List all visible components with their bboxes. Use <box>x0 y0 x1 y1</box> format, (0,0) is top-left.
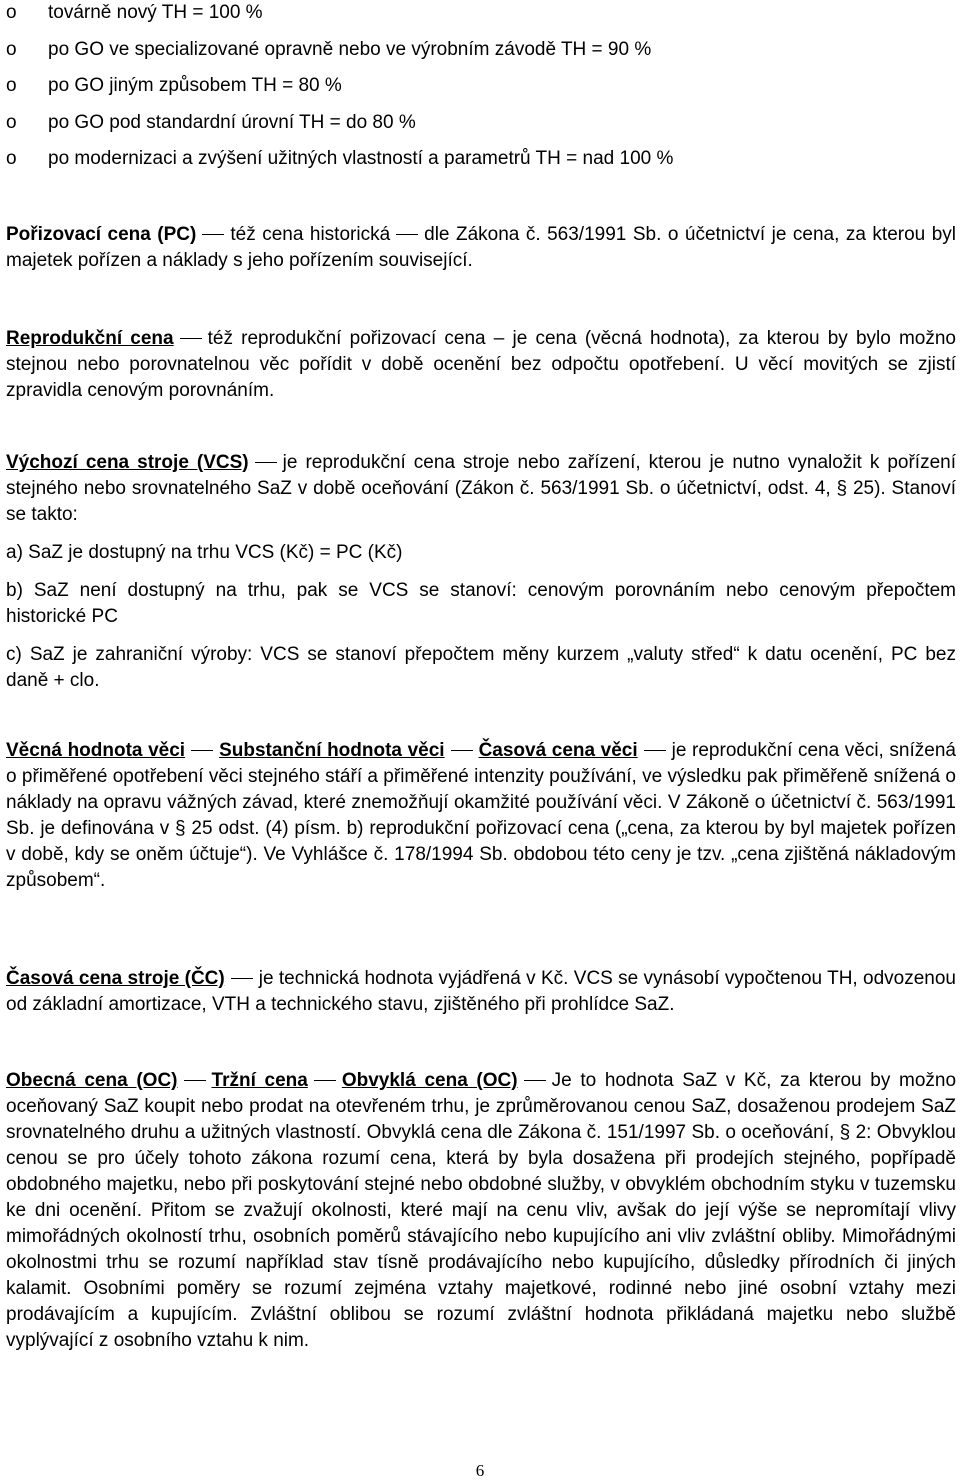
list-item-text: továrně nový TH = 100 % <box>48 2 263 23</box>
vh-term-3: Časová cena věci <box>478 740 638 761</box>
list-item-text: po modernizaci a zvýšení užitných vlastností a parametrů TH = nad 100 % <box>48 148 674 169</box>
list-item-text: po GO ve specializované opravně nebo ve výrobním závodě TH = 90 % <box>48 38 652 60</box>
vh-paragraph <box>6 738 956 894</box>
cc-text: je technická hodnota vyjádřená v Kč. VCS se vynásobí vypočtenou TH, odvozenou od základní amortizace, VTH a technického stavu, zjištěného při prohlídce SaZ. <box>6 968 957 1015</box>
em-dash <box>231 978 253 979</box>
rc-term: Reprodukční cena <box>6 328 174 349</box>
em-dash <box>314 1080 336 1081</box>
pc-text-2: dle Zákona č. 563/1991 Sb. o účetnictví je cena, za kterou byl majetek pořízen a náklady s jeho pořízením související. <box>6 224 956 271</box>
pc-text-1: též cena historická <box>230 224 391 245</box>
em-dash <box>255 462 277 463</box>
em-dash <box>396 234 418 235</box>
vcs-option-b: b) SaZ není dostupný na trhu, pak se VCS se stanoví: cenovým porovnáním nebo cenovým přepočtem historické PC <box>6 580 956 627</box>
em-dash <box>191 750 213 751</box>
list-item-text: po GO pod standardní úrovní TH = do 80 % <box>48 111 416 133</box>
rc-text: též reprodukční pořizovací cena – je cena (věcná hodnota), za kterou by bylo možno stejnou nebo porovnatelnou věc pořídit v době ocenění bez odpočtu opotřebení. U věcí movitých se zjistí zpravidla cenovým porovnáním. <box>6 328 956 401</box>
bullet-marker: o <box>6 148 17 169</box>
oc-text: Je to hodnota SaZ v Kč, za kterou by možno oceňovaný SaZ koupit nebo prodat na otevřeném trhu, je zprůměrovanou cenou SaZ, dosaženou prodejem SaZ srovnatelného druhu a užitných vlastností. Obvyklá cena dle Zákona č. 151/1997 Sb. o oceňování, § 2: Obvyklou cenou se pro účely tohoto zákona rozumí cena, která by byla dosažena při prodejích stejného, popřípadě obdobného majetku, nebo při poskytování stejné nebo obdobné služby, v obvyklém obchodním styku v tuzemsku ke dni ocenění. Přitom se zvažují okolnosti, které mají na cenu vliv, avšak do její výše se nepromítají vlivy mimořádných okolností trhu, osobních poměrů stávajícího nebo kupujícího ani vliv zvláštní obliby. Mimořádnými okolnostmi trhu se rozumí například stav tísně prodávajícího nebo kupujícího, důsledky přírodních či jiných kalamit. Osobními poměry se rozumí zejména vztahy majetkové, rodinné nebo jiné osobní vztahy mezi prodávajícím a kupujícím. Zvláštní oblibou se rozumí zvláštní hodnota přikládaná majetku nebo službě vyplývající z osobního vztahu k nim. <box>6 1070 957 1351</box>
vcs-text: je reprodukční cena stroje nebo zařízení, kterou je nutno vynaložit k pořízení stejného nebo srovnatelného SaZ v době oceňování (Zákon č. 563/1991 Sb. o účetnictví, odst. 4, § 25). Stanoví se takto: <box>6 452 957 525</box>
bullet-marker: o <box>6 111 17 133</box>
oc-term-2: Tržní cena <box>211 1070 308 1091</box>
em-dash <box>202 234 224 235</box>
vh-term-1: Věcná hodnota věci <box>6 740 186 761</box>
pc-term: Pořizovací cena (PC) <box>6 224 197 245</box>
rc-paragraph <box>6 326 956 404</box>
pc-paragraph <box>6 222 956 274</box>
bullet-marker: o <box>6 75 17 96</box>
em-dash <box>644 750 666 751</box>
bullet-marker: o <box>6 2 17 23</box>
page-number: 6 <box>475 1461 485 1480</box>
cc-term: Časová cena stroje (ČC) <box>6 968 225 989</box>
oc-term-1: Obecná cena (OC) <box>6 1070 178 1091</box>
oc-term-3: Obvyklá cena (OC) <box>341 1070 518 1091</box>
em-dash <box>184 1080 206 1081</box>
vh-text: je reprodukční cena věci, snížená o přiměřené opotřebení věci stejného stáří a přiměřené intenzity používání, ve výsledku pak přiměřeně snížená o náklady na opravu vážných závad, které znemožňují okamžité používání věci. V Zákoně o účetnictví č. 563/1991 Sb. je definována v § 25 odst. (4) písm. b) reprodukční pořizovací cena („cena, za kterou by byl majetek pořízen v době, kdy se oněm účtuje“). Ve Vyhlášce č. 178/1994 Sb. obdobou této ceny je tzv. „cena zjištěná nákladovým způsobem“. <box>6 740 956 891</box>
list-item-text: po GO jiným způsobem TH = 80 % <box>48 75 342 96</box>
em-dash <box>180 338 202 339</box>
vcs-paragraph <box>6 450 956 694</box>
vcs-term: Výchozí cena stroje (VCS) <box>6 452 249 473</box>
vcs-option-a: a) SaZ je dostupný na trhu VCS (Kč) = PC (Kč) <box>6 542 403 563</box>
cc-paragraph <box>6 966 956 1018</box>
em-dash <box>524 1080 546 1081</box>
vcs-option-c: c) SaZ je zahraniční výroby: VCS se stanoví přepočtem měny kurzem „valuty střed“ k datu ocenění, PC bez daně + clo. <box>6 644 956 691</box>
vh-term-2: Substanční hodnota věci <box>219 740 445 761</box>
oc-paragraph <box>6 1068 956 1354</box>
em-dash <box>451 750 473 751</box>
bullet-marker: o <box>6 38 17 60</box>
